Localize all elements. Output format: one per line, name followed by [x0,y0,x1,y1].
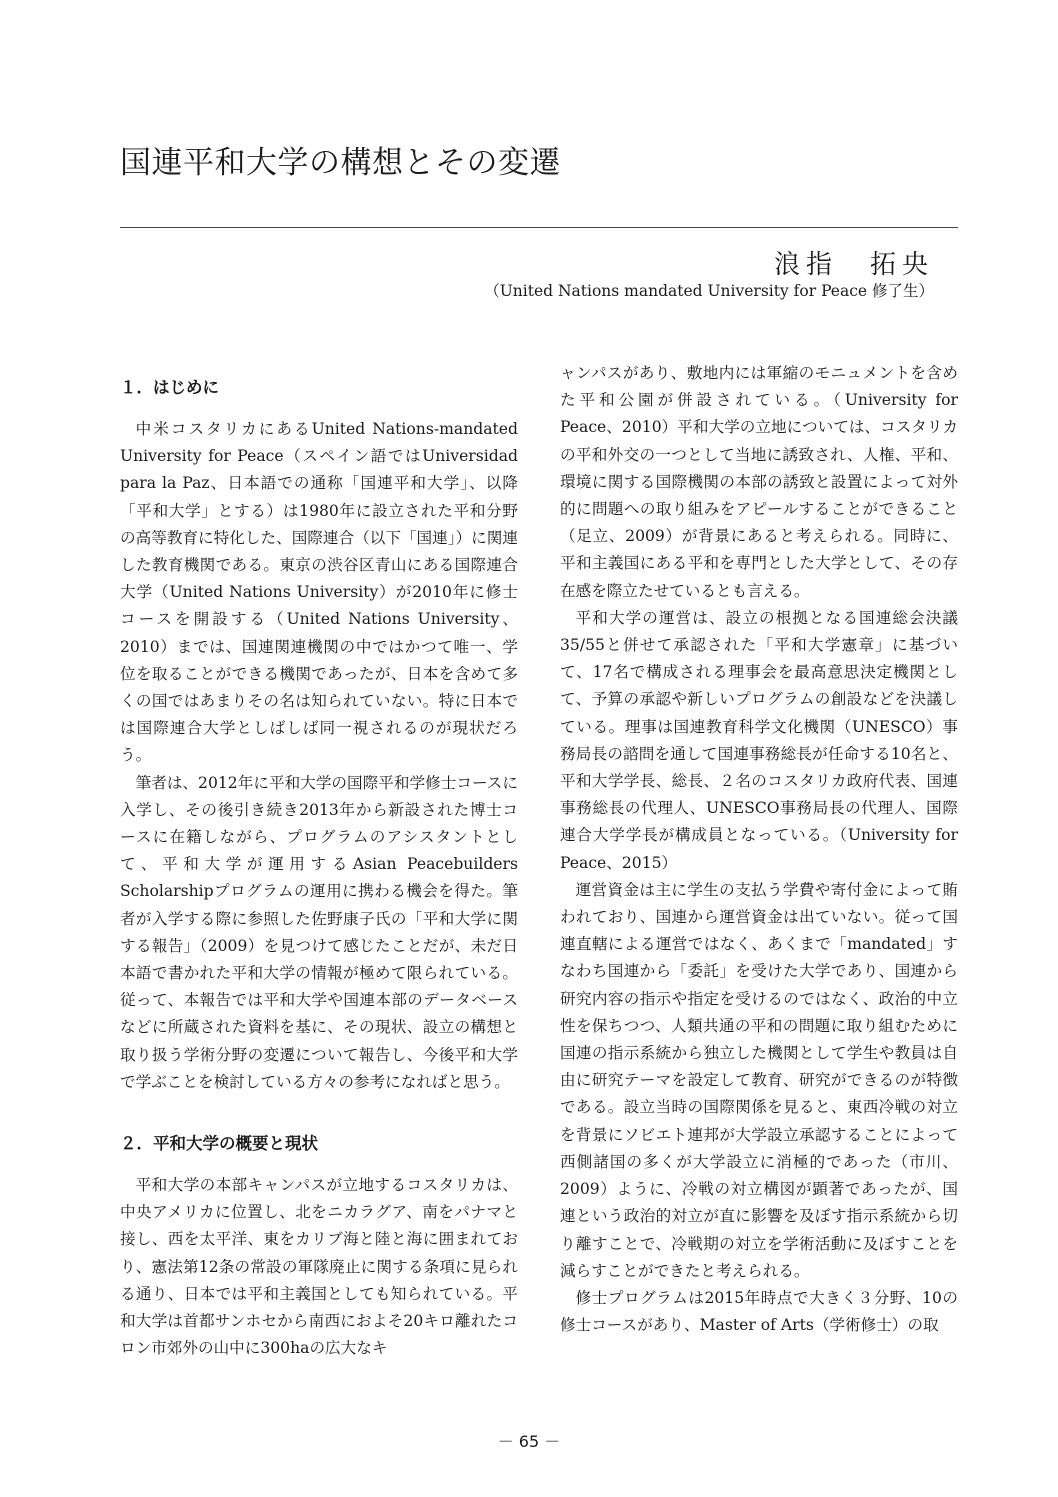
body-paragraph: 修士プログラムは2015年時点で大きく３分野、10の修士コースがあり、Master of Arts（学術修士）の取 [560,1288,958,1335]
page-number: － 65 － [497,1432,561,1451]
body-paragraph: 中米コスタリカにあるUnited Nations-mandated University for Peace（スペイン語ではUniversidad para la Paz、日本語での通称「国連平和大学」、以降「平和大学」とする）は1980年に設立された平和分野の高等教育に特化した、国際連合（以下「国連」）に関連した教育機関である。東京の渋谷区青山にある国際連合大学（United Nations University）が2010年に修士コースを開設する（United Nations University、2010）までは、国連関連機関の中ではかつて唯一、学位を取ることができる機関であったが、日本を含めて多くの国ではあまりその名は知られていない。特に日本では国際連合大学としばしば同一視されるのが現状だろう。 [120,420,518,765]
body-paragraph: 平和大学の運営は、設立の根拠となる国連総会決議35/55と併せて承認された「平和大学憲章」に基づいて、17名で構成される理事会を最高意思決定機関として、予算の承認や新しいプログラムの創設などを決議している。理事は国連教育科学文化機関（UNESCO）事務局長の諮問を通して国連事務総長が任命する10名と、平和大学学長、総長、２名のコスタリカ政府代表、国連事務総長の代理人、UNESCO事務局長の代理人、国際連合大学学長が構成員となっている。（University for Peace、2015） [560,608,958,872]
right-column [560,360,958,1339]
body-paragraph: 筆者は、2012年に平和大学の国際平和学修士コースに入学し、その後引き続き2013年から新設された博士コースに在籍しながら、プログラムのアシスタントとして、平和大学が運用するAsian Peacebuilders Scholarshipプログラムの運用に携わる機会を得た。筆者が入学する際に参照した佐野康子氏の「平和大学に関する報告」（2009）を見つけて感じたことだが、未だ日本語で書かれた平和大学の情報が極めて限られている。従って、本報告では平和大学や国連本部のデータベースなどに所蔵された資料を基に、その現状、設立の構想と取り扱う学術分野の変遷について報告し、今後平和大学で学ぶことを検討している方々の参考になればと思う。 [120,773,518,1091]
body-paragraph: 平和大学の本部キャンパスが立地するコスタリカは、中央アメリカに位置し、北をニカラグア、南をパナマと接し、西を太平洋、東をカリブ海と陸と海に囲まれており、憲法第12条の常設の軍隊廃止に関する条項に見られる通り、日本では平和主義国としても知られている。平和大学は首都サンホセから南西におよそ20キロ離れたコロン市郊外の山中に300haの広大なキ [120,1176,518,1358]
article-title: 国連平和大学の構想とその変遷 [120,145,561,181]
section-heading-introduction: １．はじめに [120,378,219,397]
body-paragraph: 運営資金は主に学生の支払う学費や寄付金によって賄われており、国連から運営資金は出ていない。従って国連直轄による運営ではなく、あくまで「mandated」すなわち国連から「委託」を受けた大学であり、国連から研究内容の指示や指定を受けるのではなく、政治的中立性を保ちつつ、人類共通の平和の問題に取り組むために国連の指示系統から独立した機関として学生や教員は自由に研究テーマを設定して教育、研究ができるのが特徴である。設立当時の国際関係を見ると、東西冷戦の対立を背景にソビエト連邦が大学設立承認することによって西側諸国の多くが大学設立に消極的であった（市川、2009）ように、冷戦の対立構図が顕著であったが、国連という政治的対立が直に影響を及ぼす指示系統から切り離すことで、冷戦期の対立を学術活動に及ぼすことを減らすことができたと考えられる。 [560,880,958,1280]
left-column [120,360,518,1363]
author-affiliation: （United Nations mandated University for Peace 修了生） [484,282,934,300]
title-divider [120,227,958,228]
section-heading-overview: ２．平和大学の概要と現状 [120,1134,318,1154]
author-name: 浪指 拓央 [773,250,934,280]
body-paragraph-continued: ャンパスがあり、敷地内には軍縮のモニュメントを含めた平和公園が併設されている。（University for Peace、2010）平和大学の立地については、コスタリカの平和外交の一つとして当地に誘致され、人権、平和、環境に関する国際機関の本部の誘致と設置によって対外的に問題への取り組みをアピールすることができること（足立、2009）が背景にあると考えられる。同時に、平和主義国にある平和を専門とした大学として、その存在感を際立たせているとも言える。 [560,364,958,600]
